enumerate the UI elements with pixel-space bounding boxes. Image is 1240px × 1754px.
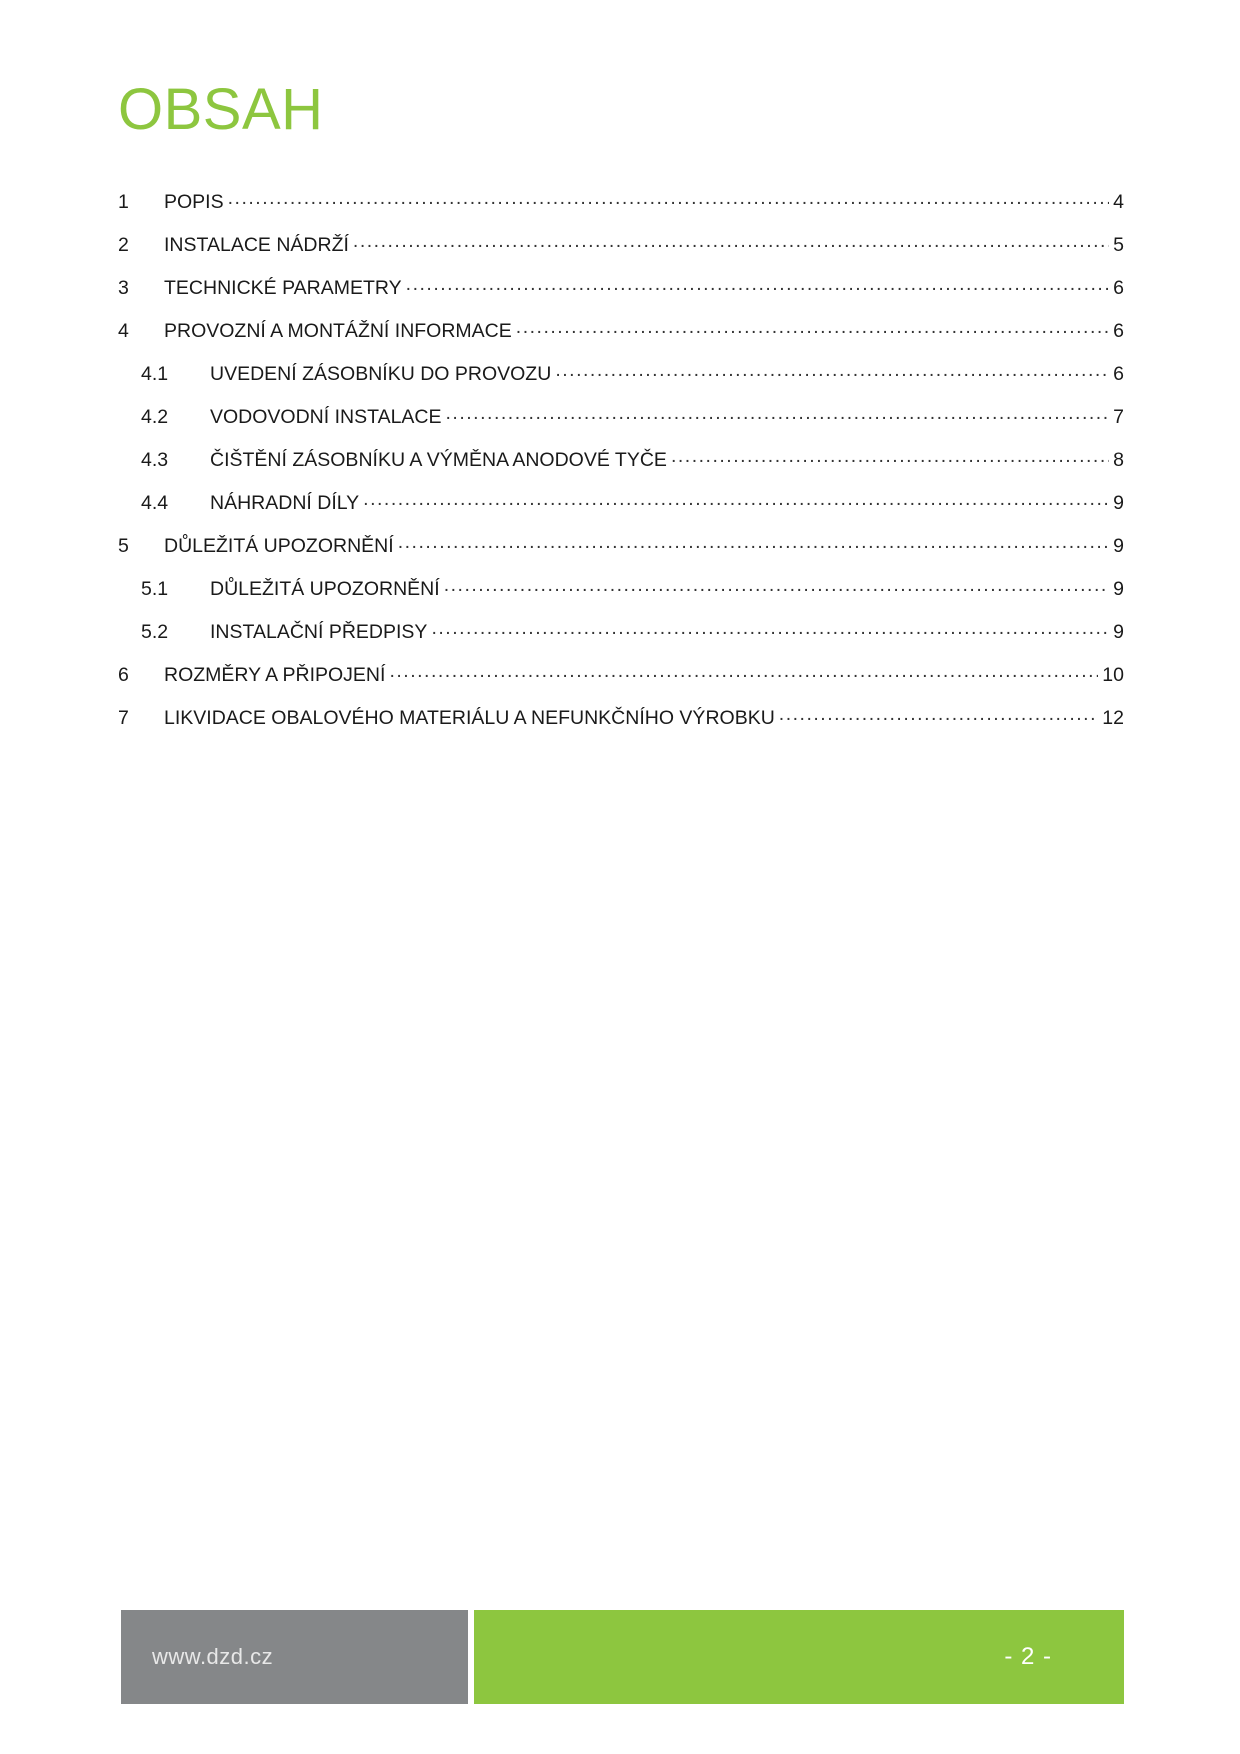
footer-url[interactable]: www.dzd.cz <box>152 1644 274 1669</box>
toc-page: 6 <box>1113 362 1124 385</box>
toc-entry-6[interactable] <box>118 661 1124 704</box>
toc-number: 4.3 <box>141 448 169 471</box>
toc-entry-4-1[interactable] <box>118 360 1124 403</box>
toc-entry-3[interactable] <box>118 274 1124 317</box>
toc-leader <box>389 661 1098 681</box>
page-number: - 2 - <box>1004 1643 1052 1670</box>
toc-title: DŮLEŽITÁ UPOZORNĚNÍ <box>164 534 394 557</box>
toc-title: UVEDENÍ ZÁSOBNÍKU DO PROVOZU <box>210 362 552 385</box>
toc-title: PROVOZNÍ A MONTÁŽNÍ INFORMACE <box>164 319 512 342</box>
toc-leader <box>406 274 1109 294</box>
toc-leader <box>555 360 1109 380</box>
toc-page: 10 <box>1102 663 1124 686</box>
toc-number: 6 <box>118 663 129 686</box>
toc-entry-4-2[interactable] <box>118 403 1124 446</box>
toc-leader <box>353 231 1109 251</box>
toc-title: POPIS <box>164 190 224 213</box>
toc-page: 6 <box>1113 319 1124 342</box>
toc-page: 9 <box>1113 491 1124 514</box>
toc-page: 12 <box>1102 706 1124 729</box>
toc-number: 5.2 <box>141 620 169 643</box>
toc-leader <box>671 446 1109 466</box>
toc-leader <box>516 317 1109 337</box>
toc-entry-2[interactable] <box>118 231 1124 274</box>
toc-page: 6 <box>1113 276 1124 299</box>
toc-title: INSTALAČNÍ PŘEDPISY <box>210 620 428 643</box>
toc-leader <box>363 489 1109 509</box>
toc-leader <box>444 575 1109 595</box>
toc-title: INSTALACE NÁDRŽÍ <box>164 233 349 256</box>
toc-page: 8 <box>1113 448 1124 471</box>
toc-entry-4-3[interactable] <box>118 446 1124 489</box>
toc-number: 5.1 <box>141 577 169 600</box>
toc-title: ROZMĚRY A PŘIPOJENÍ <box>164 663 386 686</box>
toc-title: LIKVIDACE OBALOVÉHO MATERIÁLU A NEFUNKČNÍHO VÝROBKU <box>164 706 775 729</box>
toc-page: 5 <box>1113 233 1124 256</box>
toc-number: 2 <box>118 233 129 256</box>
footer-url-panel <box>121 1610 468 1704</box>
toc-number: 4.2 <box>141 405 169 428</box>
toc-page: 4 <box>1113 190 1124 213</box>
toc-title: ČIŠTĚNÍ ZÁSOBNÍKU A VÝMĚNA ANODOVÉ TYČE <box>210 448 667 471</box>
toc-title: VODOVODNÍ INSTALACE <box>210 405 442 428</box>
toc-leader <box>431 618 1109 638</box>
toc-entry-5[interactable] <box>118 532 1124 575</box>
toc-title: NÁHRADNÍ DÍLY <box>210 491 360 514</box>
toc-number: 3 <box>118 276 129 299</box>
toc-page: 7 <box>1113 405 1124 428</box>
page-title: OBSAH <box>118 77 324 142</box>
toc-page: 9 <box>1113 577 1124 600</box>
toc-page: 9 <box>1113 620 1124 643</box>
toc-page: 9 <box>1113 534 1124 557</box>
toc-number: 1 <box>118 190 129 213</box>
toc-leader <box>228 188 1110 208</box>
footer-page-panel <box>474 1610 1124 1704</box>
toc-title: TECHNICKÉ PARAMETRY <box>164 276 402 299</box>
toc-leader <box>398 532 1109 552</box>
toc-entry-5-1[interactable] <box>118 575 1124 618</box>
toc-entry-1[interactable] <box>118 188 1124 231</box>
toc-entry-5-2[interactable] <box>118 618 1124 661</box>
toc-number: 7 <box>118 706 129 729</box>
toc-number: 5 <box>118 534 129 557</box>
toc-entry-4-4[interactable] <box>118 489 1124 532</box>
toc-title: DŮLEŽITÁ UPOZORNĚNÍ <box>210 577 440 600</box>
toc-number: 4.4 <box>141 491 169 514</box>
page-footer <box>121 1610 1124 1704</box>
toc-number: 4 <box>118 319 129 342</box>
toc-entry-4[interactable] <box>118 317 1124 360</box>
table-of-contents <box>118 188 1124 747</box>
toc-leader <box>779 704 1099 724</box>
toc-leader <box>446 403 1110 423</box>
toc-number: 4.1 <box>141 362 169 385</box>
toc-entry-7[interactable] <box>118 704 1124 747</box>
